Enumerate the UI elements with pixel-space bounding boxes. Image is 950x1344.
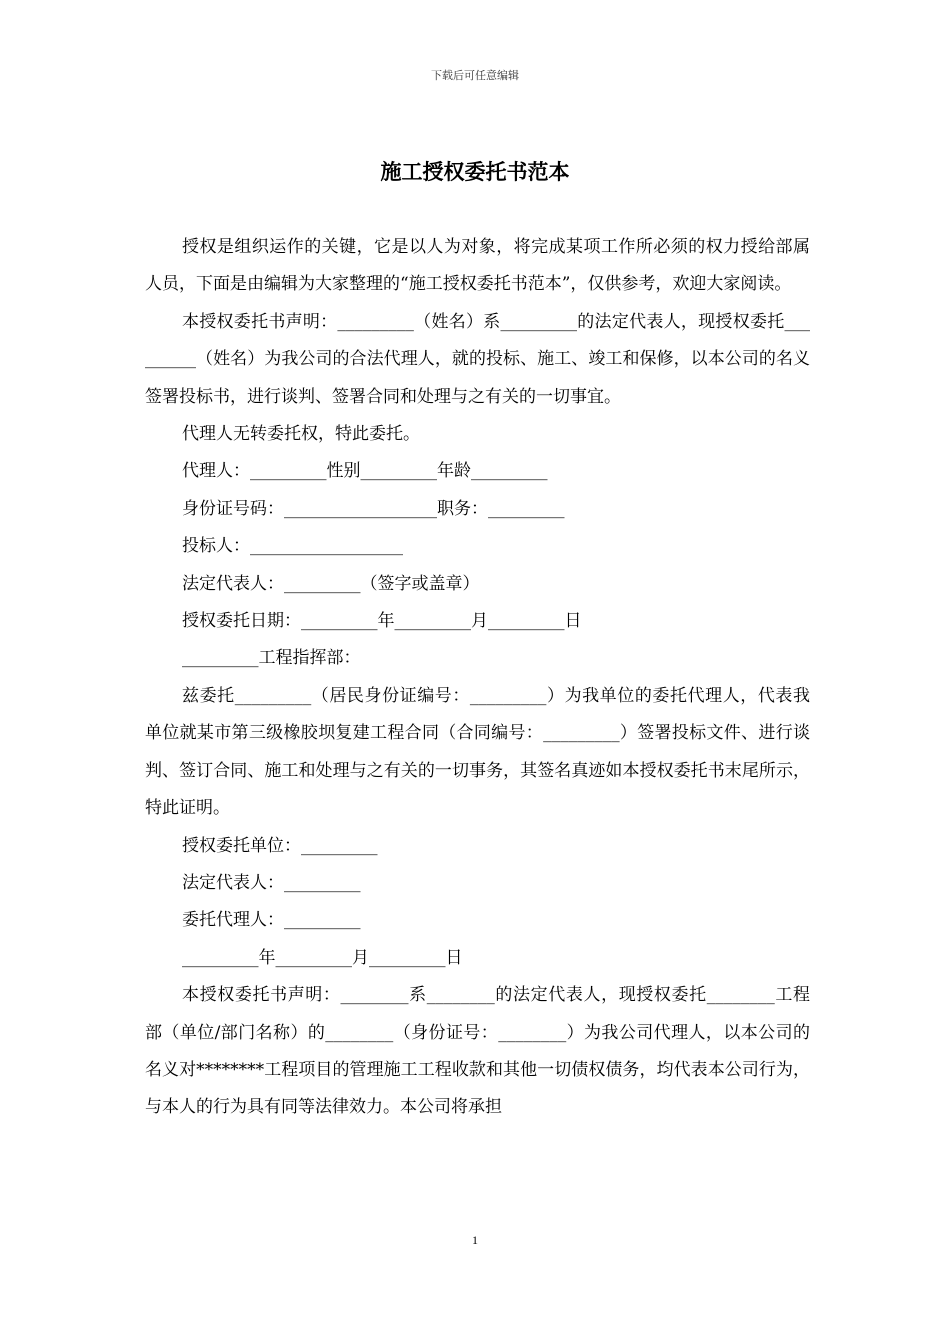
authorizing-unit-line: 授权委托单位：_________ [182, 835, 378, 856]
no-subdelegation-line: 代理人无转委托权，特此委托。 [182, 424, 420, 445]
authorization-statement-paragraph: 本授权委托书声明：_________（姓名）系_________的法定代表人，现授权委托_________（姓名）为我公司的合法代理人，就的投标、施工、竣工和保修，以本公司的名义签署投标书，进行谈判、签署合同和处理与之有关的一切事宜。 [145, 311, 810, 407]
agent-info-line: 代理人：_________性别_________年龄_________ [182, 461, 548, 482]
entrustment-paragraph: 兹委托_________（居民身份证编号：_________）为我单位的委托代理人，代表我单位就某市第三级橡胶坝复建工程合同（合同编号：_________）签署投标文件、进行谈判、签订合同、施工和处理与之有关的一切事务，其签名真迹如本授权委托书末尾所示，特此证明。 [145, 685, 810, 819]
second-authorization-statement-paragraph: 本授权委托书声明：________系________的法定代表人，现授权委托________工程部（单位/部门名称）的________（身份证号：________）为我公司代理人，以本公司的名义对********工程项目的管理施工工程收款和其他一切债权债务，均代表本公司行为，与本人的行为具有同等法律效力。本公司将承担 [145, 985, 810, 1118]
authorization-date-line: 授权委托日期：_________年_________月_________日 [182, 611, 582, 632]
document-title: 施工授权委托书范本 [380, 160, 570, 184]
project-command-line: _________工程指挥部： [182, 648, 361, 669]
intro-paragraph: 授权是组织运作的关键，它是以人为对象，将完成某项工作所必须的权力授给部属人员，下面是由编辑为大家整理的“施工授权委托书范本”，仅供参考，欢迎大家阅读。 [145, 237, 810, 295]
legal-representative-line: 法定代表人：_________ [182, 872, 361, 893]
date-line: _________年_________月_________日 [182, 947, 463, 968]
legal-representative-signature-line: 法定代表人：_________（签字或盖章） [182, 573, 480, 594]
document-body [145, 229, 810, 1127]
id-number-line: 身份证号码：__________________职务：_________ [182, 498, 565, 519]
page-number: 1 [472, 1233, 478, 1247]
bidder-line: 投标人：__________________ [182, 536, 403, 557]
header-note: 下载后可任意编辑 [431, 69, 519, 82]
entrusted-agent-line: 委托代理人：_________ [182, 910, 361, 931]
